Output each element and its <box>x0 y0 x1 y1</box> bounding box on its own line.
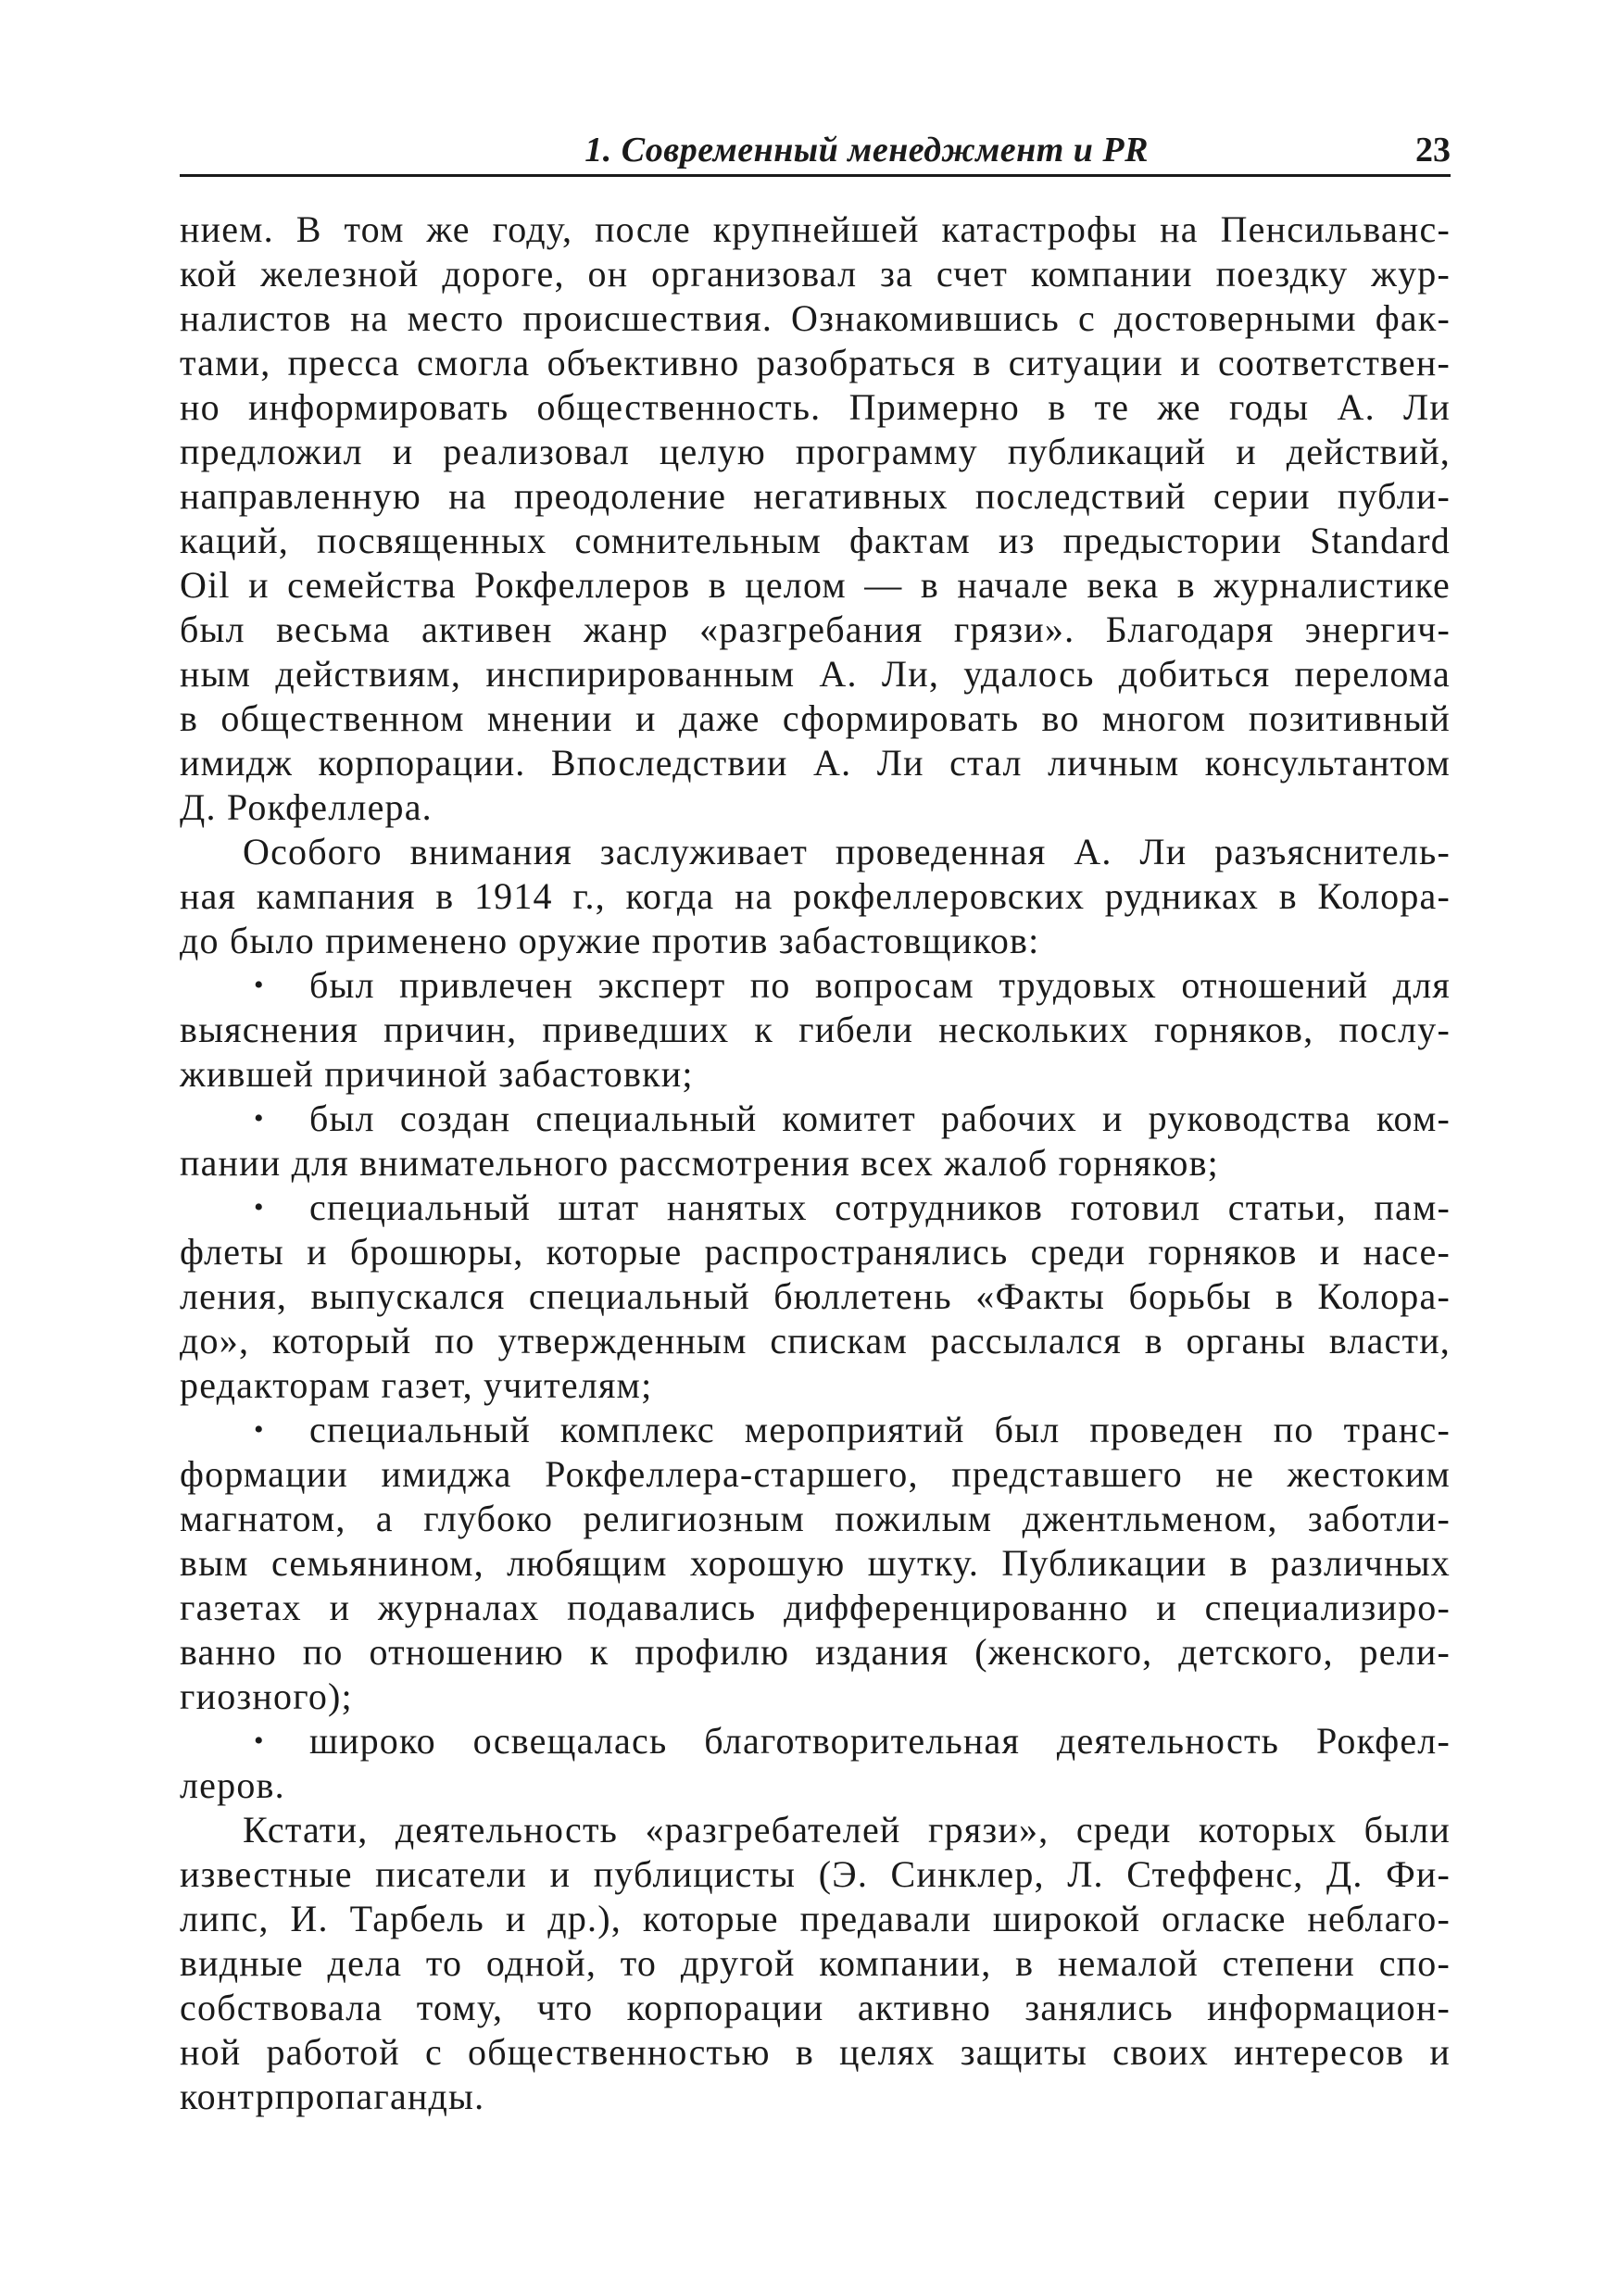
text-line <box>180 608 1451 652</box>
text-line <box>180 696 1451 741</box>
bullet-icon: • <box>254 970 265 1000</box>
line-text: пании для внимательного рассмотрения всех жалоб горняков; <box>180 1142 1219 1184</box>
text-line <box>180 519 1451 563</box>
text-line <box>180 874 1451 919</box>
line-text: вым семьянином, любящим хорошую шутку. Публикации в различных <box>180 1542 1451 1584</box>
text-line <box>180 785 1451 830</box>
line-text: жившей причиной забастовки; <box>180 1053 694 1095</box>
text-line <box>180 385 1451 430</box>
bullet-item-line <box>180 1186 1451 1230</box>
line-text: магнатом, а глубоко религиозным пожилым джентльменом, заботли- <box>180 1498 1451 1539</box>
line-text: Oil и семейства Рокфеллеров в целом — в начале века в журналистике <box>180 564 1451 606</box>
line-text: ной работой с общественностью в целях защиты своих интересов и <box>180 2031 1451 2073</box>
text-line <box>180 1541 1451 1586</box>
line-text: тами, пресса смогла объективно разобраться в ситуации и соответствен- <box>180 342 1451 383</box>
bullet-icon: • <box>254 1103 265 1134</box>
line-text: но информировать общественность. Примерно в те же годы А. Ли <box>180 386 1451 428</box>
running-header-title: 1. Современный менеджмент и PR <box>584 131 1149 169</box>
text-line <box>180 1808 1451 1852</box>
text-line <box>180 563 1451 608</box>
text-line <box>180 1675 1451 1719</box>
line-text: предложил и реализовал целую программу публикаций и действий, <box>180 431 1451 472</box>
text-line <box>180 1363 1451 1408</box>
line-text: леров. <box>180 1764 285 1806</box>
line-text: налистов на место происшествия. Ознакомившись с достоверными фак- <box>180 297 1451 339</box>
line-text: до было применено оружие против забастовщиков: <box>180 920 1040 961</box>
line-text: видные дела то одной, то другой компании, в немалой степени спо- <box>180 1942 1451 1984</box>
text-line <box>180 1319 1451 1363</box>
line-text: каций, посвященных сомнительным фактам из предыстории Standard <box>180 520 1451 561</box>
text-line <box>180 741 1451 785</box>
text-line <box>180 652 1451 696</box>
text-line <box>180 1052 1451 1097</box>
text-line <box>180 919 1451 963</box>
line-text: специальный штат нанятых сотрудников готовил статьи, пам- <box>309 1186 1451 1228</box>
text-line <box>180 1852 1451 1897</box>
line-text: газетах и журналах подавались дифференцированно и специализиро- <box>180 1587 1451 1628</box>
line-text: известные писатели и публицисты (Э. Синклер, Л. Стеффенс, Д. Фи- <box>180 1853 1451 1895</box>
line-text: Особого внимания заслуживает проведенная А. Ли разъяснитель- <box>243 831 1451 872</box>
line-text: гиозного); <box>180 1675 353 1717</box>
line-text: липс, И. Тарбель и др.), которые предавали широкой огласке неблаго- <box>180 1898 1451 1939</box>
text-line <box>180 2075 1451 2119</box>
line-text: направленную на преодоление негативных последствий серии публи- <box>180 475 1451 517</box>
text-line <box>180 1497 1451 1541</box>
line-text: в общественном мнении и даже сформировать во многом позитивный <box>180 697 1451 739</box>
bullet-item-line <box>180 1719 1451 1763</box>
text-line <box>180 1986 1451 2030</box>
text-line <box>180 1230 1451 1274</box>
line-text: ления, выпускался специальный бюллетень «Факты борьбы в Колора- <box>180 1275 1451 1317</box>
bullet-item-line <box>180 1408 1451 1452</box>
line-text: был привлечен эксперт по вопросам трудовых отношений для <box>309 964 1451 1006</box>
line-text: специальный комплекс мероприятий был проведен по транс- <box>309 1409 1451 1450</box>
text-line <box>180 1274 1451 1319</box>
text-line <box>180 296 1451 341</box>
line-text: редакторам газет, учителям; <box>180 1364 653 1406</box>
text-line <box>180 830 1451 874</box>
bullet-icon: • <box>254 1725 265 1756</box>
line-text: Д. Рокфеллера. <box>180 786 433 828</box>
text-line <box>180 2030 1451 2075</box>
bullet-item-line <box>180 963 1451 1008</box>
line-text: собствовала тому, что корпорации активно занялись информацион- <box>180 1987 1451 2028</box>
text-line <box>180 1897 1451 1941</box>
header-rule <box>180 174 1451 177</box>
line-text: до», который по утвержденным спискам рассылался в органы власти, <box>180 1320 1451 1361</box>
line-text: выяснения причин, приведших к гибели нескольких горняков, послу- <box>180 1009 1451 1050</box>
bullet-item-line <box>180 1097 1451 1141</box>
line-text: ная кампания в 1914 г., когда на рокфеллеровских рудниках в Колора- <box>180 875 1451 917</box>
line-text: Кстати, деятельность «разгребателей грязи», среди которых были <box>243 1809 1451 1851</box>
line-text: флеты и брошюры, которые распространялись среди горняков и насе- <box>180 1231 1451 1273</box>
line-text: имидж корпорации. Впоследствии А. Ли стал личным консультантом <box>180 742 1451 784</box>
text-line <box>180 207 1451 252</box>
text-line <box>180 252 1451 296</box>
text-line <box>180 1008 1451 1052</box>
text-line <box>180 1630 1451 1675</box>
bullet-icon: • <box>254 1414 265 1445</box>
line-text: был создан специальный комитет рабочих и руководства ком- <box>309 1098 1451 1139</box>
line-text: кой железной дороге, он организовал за счет компании поездку жур- <box>180 253 1451 295</box>
page-number: 23 <box>1415 131 1451 169</box>
text-line <box>180 1141 1451 1186</box>
text-line <box>180 1452 1451 1497</box>
text-line <box>180 341 1451 385</box>
line-text: контрпропаганды. <box>180 2076 485 2117</box>
bullet-icon: • <box>254 1192 265 1223</box>
text-line <box>180 474 1451 519</box>
body-text <box>180 207 1451 2119</box>
text-line <box>180 430 1451 474</box>
line-text: был весьма активен жанр «разгребания грязи». Благодаря энергич- <box>180 609 1451 650</box>
text-line <box>180 1586 1451 1630</box>
line-text: широко освещалась благотворительная деятельность Рокфел- <box>309 1720 1451 1762</box>
line-text: нием. В том же году, после крупнейшей катастрофы на Пенсильванс- <box>180 208 1451 250</box>
line-text: формации имиджа Рокфеллера-старшего, представшего не жестоким <box>180 1453 1451 1495</box>
line-text: ным действиям, инспирированным А. Ли, удалось добиться перелома <box>180 653 1451 695</box>
text-line <box>180 1763 1451 1808</box>
line-text: ванно по отношению к профилю издания (женского, детского, рели- <box>180 1631 1451 1673</box>
text-line <box>180 1941 1451 1986</box>
